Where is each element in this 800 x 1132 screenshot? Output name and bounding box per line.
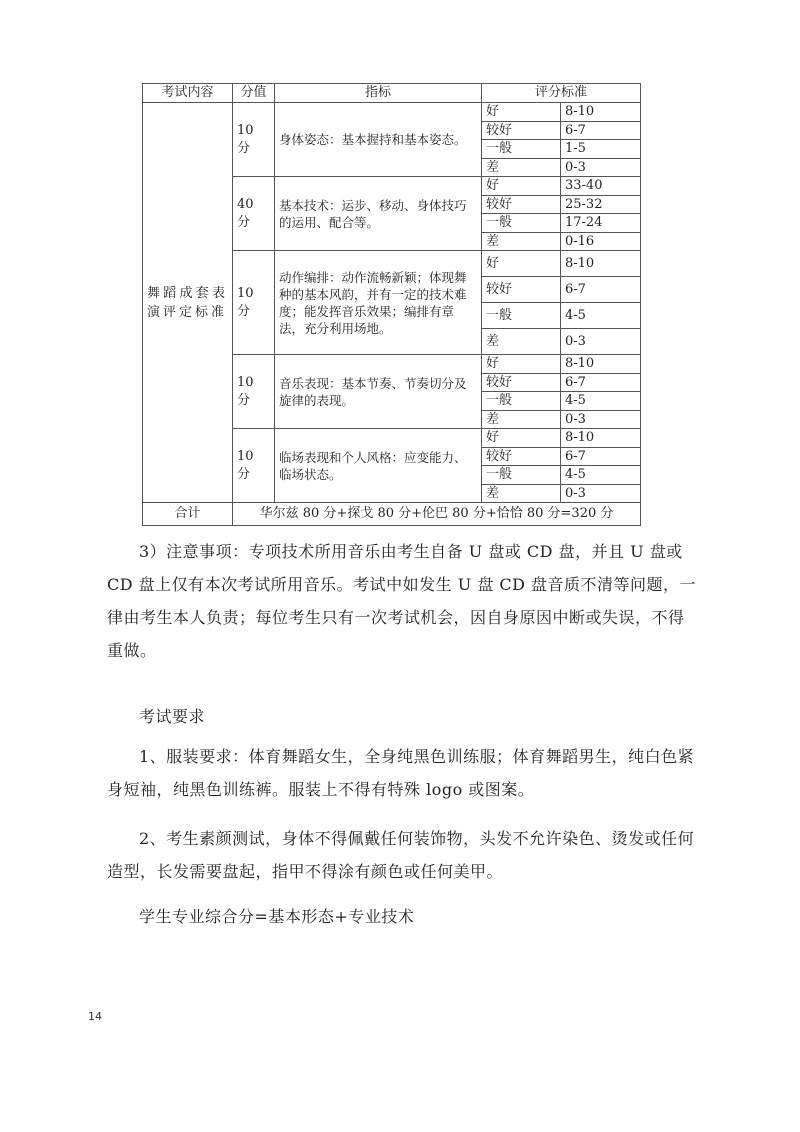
score-range-cell: 4-5 (561, 466, 641, 485)
score-range-cell: 33-40 (561, 177, 641, 196)
score-value-cell: 10 分 (233, 429, 275, 503)
score-range-cell: 6-7 (561, 373, 641, 392)
scoring-table (142, 83, 641, 526)
grade-cell: 好 (482, 429, 561, 448)
score-value-cell: 10 分 (233, 103, 275, 177)
score-range-cell: 6-7 (561, 121, 641, 140)
score-range-cell: 4-5 (561, 392, 641, 411)
grade-cell: 较好 (482, 447, 561, 466)
grade-cell: 较好 (482, 277, 561, 303)
score-range-cell: 0-16 (561, 232, 641, 251)
grade-cell: 一般 (482, 214, 561, 233)
grade-cell: 差 (482, 410, 561, 429)
indicator-cell: 身体姿态：基本握持和基本姿态。 (275, 103, 482, 177)
requirement-1-paragraph: 1、服装要求：体育舞蹈女生，全身纯黑色训练服；体育舞蹈男生，纯白色紧身短袖，纯黑色训练裤。服装上不得有特殊 logo 或图案。 (107, 747, 695, 799)
grade-cell: 差 (482, 232, 561, 251)
score-formula: 学生专业综合分=基本形态+专业技术 (139, 907, 415, 926)
indicator-cell: 音乐表现：基本节奏、节奏切分及旋律的表现。 (275, 355, 482, 429)
header-exam-content: 考试内容 (143, 84, 233, 103)
indicator-cell: 基本技术：运步、移动、身体技巧的运用、配合等。 (275, 177, 482, 251)
score-range-cell: 8-10 (561, 251, 641, 277)
exam-content-cell: 舞蹈成套表演评定标准 (143, 103, 233, 503)
header-criteria: 评分标准 (482, 84, 641, 103)
grade-cell: 差 (482, 484, 561, 503)
grade-cell: 好 (482, 103, 561, 122)
table-row (143, 103, 641, 122)
score-range-cell: 1-5 (561, 140, 641, 159)
score-range-cell: 0-3 (561, 410, 641, 429)
grade-cell: 一般 (482, 140, 561, 159)
score-range-cell: 0-3 (561, 484, 641, 503)
score-value-cell: 10 分 (233, 251, 275, 355)
grade-cell: 较好 (482, 121, 561, 140)
notes-paragraph: 3）注意事项：专项技术所用音乐由考生自备 U 盘或 CD 盘，并且 U 盘或 CD 盘上仅有本次考试所用音乐。考试中如发生 U 盘 CD 盘音质不清等问题，一律由考生本人负责；每位考生只有一次考试机会，因自身原因中断或失误，不得重做。 (107, 542, 697, 660)
grade-cell: 一般 (482, 392, 561, 411)
score-range-cell: 8-10 (561, 429, 641, 448)
score-range-cell: 8-10 (561, 355, 641, 374)
header-indicator: 指标 (275, 84, 482, 103)
score-range-cell: 6-7 (561, 277, 641, 303)
header-score: 分值 (233, 84, 275, 103)
indicator-cell: 临场表现和个人风格：应变能力、 临场状态。 (275, 429, 482, 503)
total-label: 合计 (143, 503, 233, 526)
total-value: 华尔兹 80 分+探戈 80 分+伦巴 80 分+恰恰 80 分=320 分 (233, 503, 641, 526)
grade-cell: 好 (482, 355, 561, 374)
exam-requirements-heading: 考试要求 (139, 707, 206, 726)
score-range-cell: 25-32 (561, 195, 641, 214)
score-range-cell: 0-3 (561, 158, 641, 177)
grade-cell: 差 (482, 158, 561, 177)
total-row (143, 503, 641, 526)
score-range-cell: 0-3 (561, 329, 641, 355)
grade-cell: 较好 (482, 373, 561, 392)
grade-cell: 较好 (482, 195, 561, 214)
score-range-cell: 8-10 (561, 103, 641, 122)
grade-cell: 一般 (482, 466, 561, 485)
table-body (143, 103, 641, 526)
score-value-cell: 40 分 (233, 177, 275, 251)
score-range-cell: 17-24 (561, 214, 641, 233)
grade-cell: 好 (482, 177, 561, 196)
grade-cell: 一般 (482, 303, 561, 329)
grade-cell: 差 (482, 329, 561, 355)
score-range-cell: 4-5 (561, 303, 641, 329)
grade-cell: 好 (482, 251, 561, 277)
page-number: 14 (88, 1010, 102, 1023)
score-value-cell: 10 分 (233, 355, 275, 429)
requirement-2-paragraph: 2、考生素颜测试，身体不得佩戴任何装饰物，头发不允许染色、烫发或任何造型，长发需要盘起，指甲不得涂有颜色或任何美甲。 (107, 829, 695, 881)
score-range-cell: 6-7 (561, 447, 641, 466)
table-header-row (143, 84, 641, 103)
indicator-cell: 动作编排：动作流畅新颖；体现舞种的基本风韵，并有一定的技术难度；能发挥音乐效果；编排有章法，充分利用场地。 (275, 251, 482, 355)
